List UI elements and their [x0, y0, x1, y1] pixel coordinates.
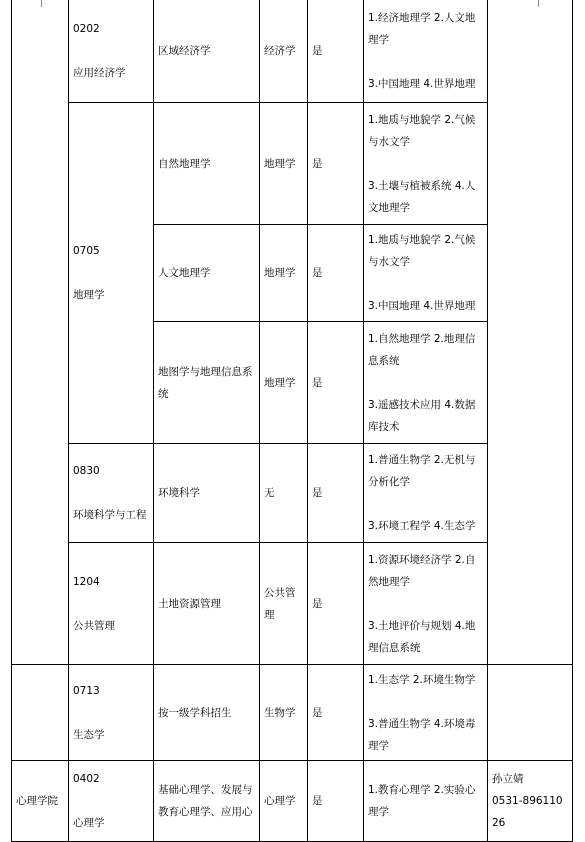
joint-cell: 是 [308, 322, 364, 444]
exam-subjects-a: 1.地质与地貌学 2.气候与水文学 [368, 234, 476, 268]
direction-cell: 环境科学 [154, 444, 260, 543]
major-cell [69, 665, 154, 761]
contact-cell-empty [488, 0, 573, 665]
exam-subjects-b: 3.中国地理 4.世界地理 [368, 77, 476, 90]
exam-subjects-a: 1.普通生物学 2.无机与分析化学 [368, 454, 476, 488]
exam-subjects-a: 1.自然地理学 2.地理信息系统 [368, 332, 476, 367]
major-cell [69, 543, 154, 665]
subject-cell: 生物学 [260, 665, 308, 761]
table-row [12, 665, 573, 761]
exam-cell [364, 322, 488, 444]
exam-subjects-b: 3.普通生物学 4.环境毒理学 [368, 717, 476, 752]
major-name: 公共管理 [73, 619, 115, 632]
college-cell-empty [12, 0, 69, 665]
exam-cell [364, 543, 488, 665]
direction-cell: 人文地理学 [154, 225, 260, 322]
subject-cell: 地理学 [260, 225, 308, 322]
major-code: 0713 [73, 684, 100, 697]
direction-cell: 基础心理学、发展与教育心理学、应用心 [154, 761, 260, 842]
contact-cell [488, 761, 573, 842]
college-cell: 心理学院 [12, 761, 69, 842]
major-cell [69, 103, 154, 444]
major-cell [69, 0, 154, 103]
exam-subjects-b: 3.环境工程学 4.生态学 [368, 520, 476, 532]
contact-phone: 0531-89611026 [492, 795, 563, 829]
major-name: 环境科学与工程 [73, 509, 147, 521]
subject-cell: 地理学 [260, 322, 308, 444]
major-name: 生态学 [73, 728, 105, 741]
exam-subjects-b: 3.土地评价与规划 4.地理信息系统 [368, 619, 476, 654]
major-name: 地理学 [73, 289, 105, 301]
major-code: 0202 [73, 22, 100, 35]
exam-cell [364, 0, 488, 103]
direction-cell: 区域经济学 [154, 0, 260, 103]
subject-cell: 公共管理 [260, 543, 308, 665]
direction-cell: 地图学与地理信息系统 [154, 322, 260, 444]
direction-cell: 按一级学科招生 [154, 665, 260, 761]
major-code: 1204 [73, 575, 100, 588]
direction-cell: 自然地理学 [154, 103, 260, 225]
exam-cell [364, 444, 488, 543]
table-row [12, 761, 573, 842]
joint-cell: 是 [308, 665, 364, 761]
direction-cell: 土地资源管理 [154, 543, 260, 665]
major-name: 应用经济学 [73, 66, 126, 79]
joint-cell: 是 [308, 0, 364, 103]
exam-subjects-b: 3.中国地理 4.世界地理 [368, 300, 476, 312]
exam-subjects-a: 1.生态学 2.环境生物学 [368, 673, 476, 686]
joint-cell: 是 [308, 103, 364, 225]
major-cell [69, 761, 154, 842]
exam-cell [364, 225, 488, 322]
exam-subjects-a: 1.地质与地貌学 2.气候与水文学 [368, 113, 476, 148]
exam-cell: 1.教育心理学 2.实验心理学 [364, 761, 488, 842]
contact-name: 孙立婧 [492, 773, 524, 785]
joint-cell: 是 [308, 761, 364, 842]
exam-subjects-b: 3.遥感技术应用 4.数据库技术 [368, 398, 476, 433]
exam-cell [364, 665, 488, 761]
subject-cell: 地理学 [260, 103, 308, 225]
exam-subjects-a: 1.经济地理学 2.人文地理学 [368, 11, 476, 46]
subject-cell: 心理学 [260, 761, 308, 842]
joint-cell: 是 [308, 225, 364, 322]
major-code: 0705 [73, 245, 100, 257]
exam-subjects-b: 3.土壤与植被系统 4.人文地理学 [368, 179, 476, 214]
major-cell [69, 444, 154, 543]
table-row [12, 0, 573, 103]
major-code: 0402 [73, 773, 100, 785]
major-code: 0830 [73, 465, 100, 477]
college-cell-empty [12, 665, 69, 761]
joint-cell: 是 [308, 444, 364, 543]
joint-cell: 是 [308, 543, 364, 665]
exam-subjects-a: 1.资源环境经济学 2.自然地理学 [368, 553, 476, 588]
subject-cell: 经济学 [260, 0, 308, 103]
admission-table [11, 0, 573, 842]
major-name: 心理学 [73, 817, 105, 829]
subject-cell: 无 [260, 444, 308, 543]
contact-cell-empty [488, 665, 573, 761]
exam-cell [364, 103, 488, 225]
